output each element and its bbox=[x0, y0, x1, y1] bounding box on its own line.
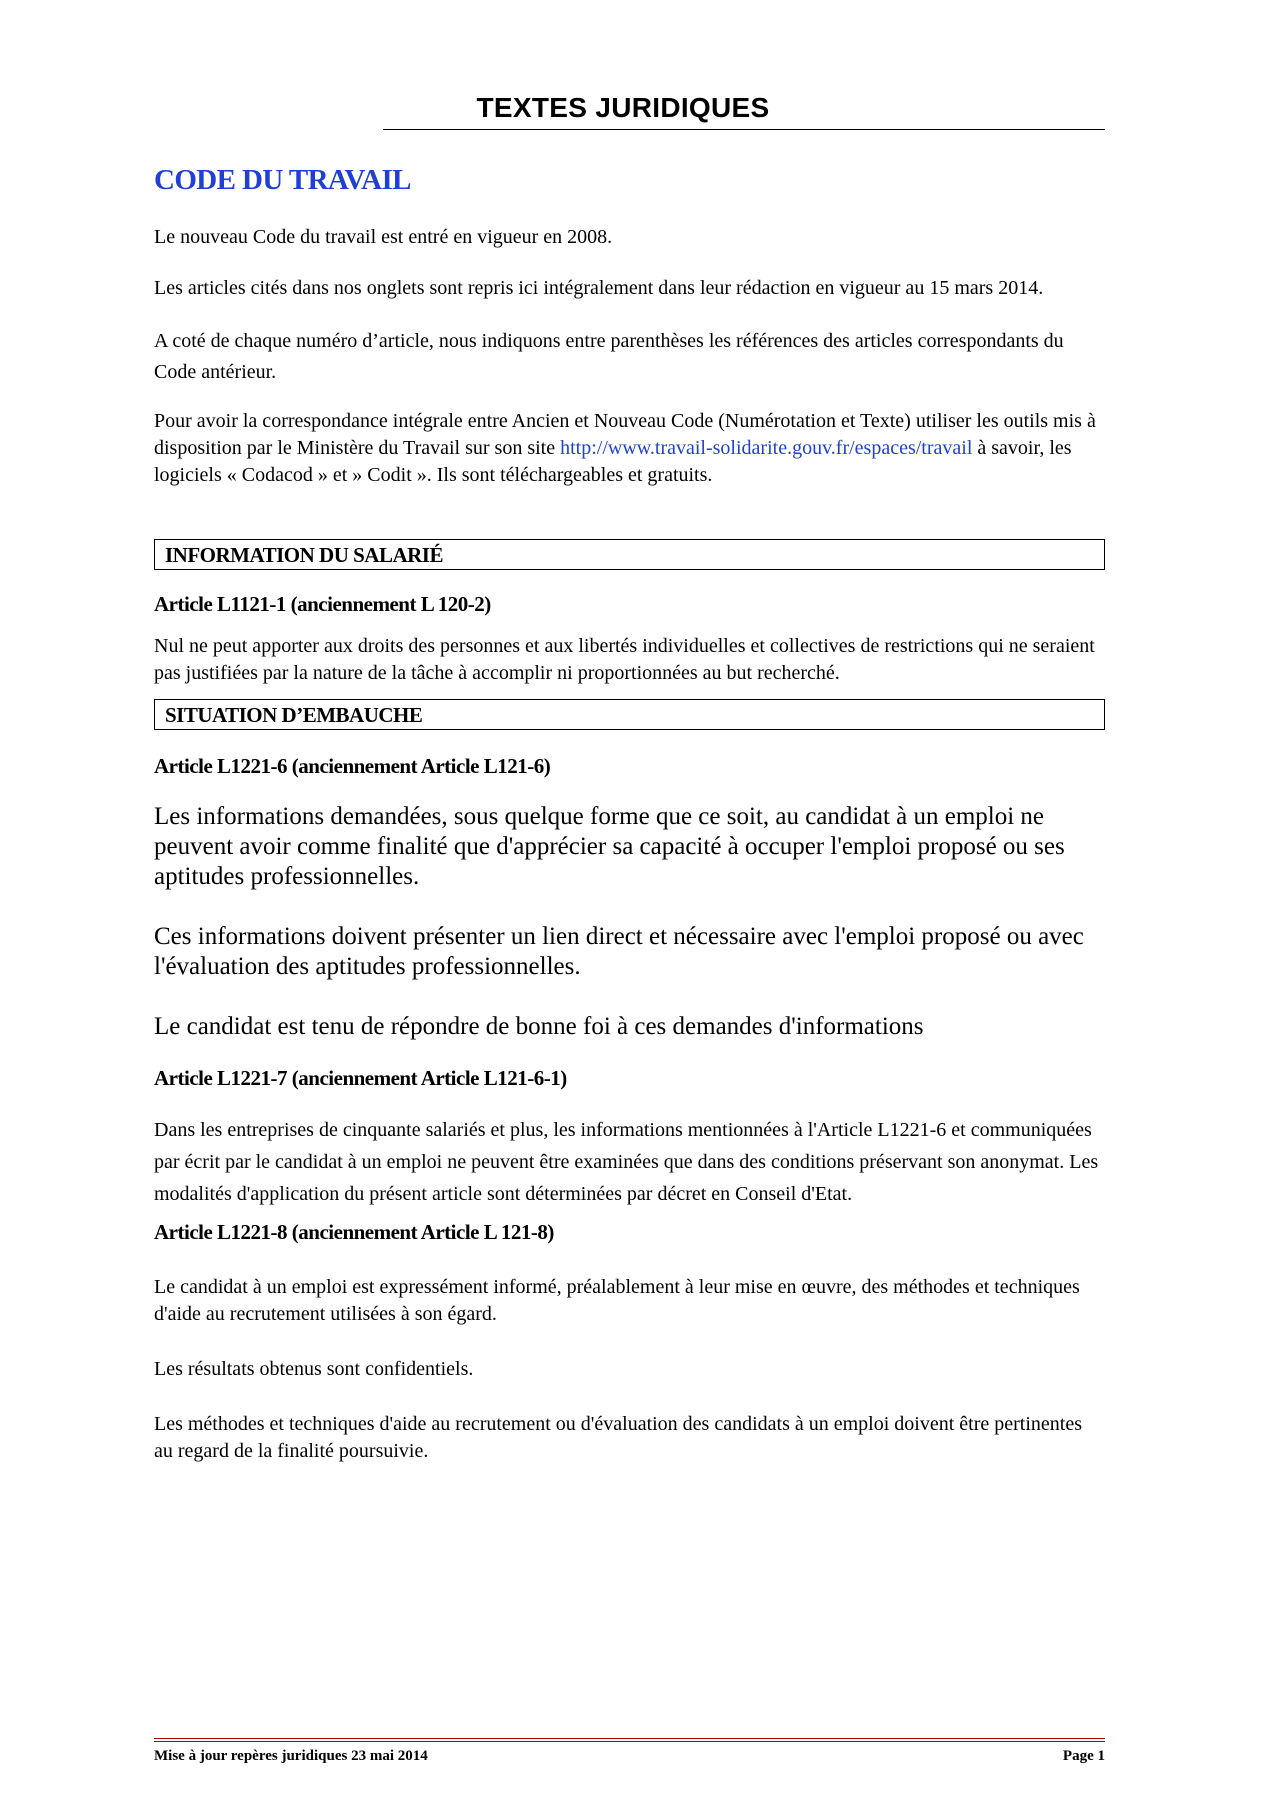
article-title-l1221-6: Article L1221-6 (anciennement Article L121-6) bbox=[154, 754, 551, 778]
intro-paragraph-4-text-end: à savoir, les logiciels « Codacod » et » Codit ». Ils sont téléchargeables et gratuits. bbox=[154, 437, 1072, 486]
intro-paragraph-1: Le nouveau Code du travail est entré en vigueur en 2008. bbox=[154, 226, 613, 248]
article-title-l1221-8: Article L1221-8 (anciennement Article L 121-8) bbox=[154, 1220, 554, 1244]
ministry-site-link[interactable]: http://www.travail-solidarite.gouv.fr/espaces/travail bbox=[560, 437, 973, 459]
article-l1221-6-paragraph-1: Les informations demandées, sous quelque forme que ce soit, au candidat à un emploi ne peuvent avoir comme finalité que d'apprécier sa capacité à occuper l'emploi proposé ou ses aptitudes professionnelles. bbox=[154, 803, 1065, 890]
footer-page-number: Page 1 bbox=[1062, 1748, 1105, 1764]
header-title: TEXTES JURIDIQUES bbox=[476, 92, 770, 123]
footer-rule-top bbox=[154, 1738, 1105, 1739]
article-title-l1221-7: Article L1221-7 (anciennement Article L121-6-1) bbox=[154, 1066, 567, 1090]
article-l1221-8-paragraph-2: Les résultats obtenus sont confidentiels. bbox=[154, 1358, 474, 1380]
intro-paragraph-4 bbox=[154, 408, 1105, 489]
intro-paragraph-4-text: Pour avoir la correspondance intégrale entre Ancien et Nouveau Code (Numérotation et Texte) utiliser les outils mis à disposition par le Ministère du Travail sur son site bbox=[154, 410, 1096, 459]
article-l1221-7-text: Dans les entreprises de cinquante salariés et plus, les informations mentionnées à l'Article L1221-6 et communiquées par écrit par le candidat à un emploi ne peuvent être examinées que dans des conditions préservant son anonymat. Les modalités d'application du présent article sont déterminées par décret en Conseil d'Etat. bbox=[154, 1119, 1099, 1205]
article-title-l1121-1: Article L1121-1 (anciennement L 120-2) bbox=[154, 592, 491, 616]
article-l1221-6-paragraph-2: Ces informations doivent présenter un lien direct et nécessaire avec l'emploi proposé ou avec l'évaluation des aptitudes professionnelles. bbox=[154, 923, 1084, 980]
article-l1221-6-paragraph-3: Le candidat est tenu de répondre de bonne foi à ces demandes d'informations bbox=[154, 1013, 924, 1040]
main-title: CODE DU TRAVAIL bbox=[154, 164, 411, 196]
section-heading-information-salarie: INFORMATION DU SALARIÉ bbox=[154, 539, 1105, 570]
section-heading-situation-embauche: SITUATION D’EMBAUCHE bbox=[154, 699, 1105, 730]
footer-update-date: Mise à jour repères juridiques 23 mai 2014 bbox=[154, 1748, 428, 1764]
document-body bbox=[154, 160, 1105, 1465]
article-l1221-8-paragraph-3: Les méthodes et techniques d'aide au recrutement ou d'évaluation des candidats à un emploi doivent être pertinentes au regard de la finalité poursuivie. bbox=[154, 1413, 1082, 1462]
article-l1121-1-text: Nul ne peut apporter aux droits des personnes et aux libertés individuelles et collectives de restrictions qui ne seraient pas justifiées par la nature de la tâche à accomplir ni proportionnées au but recherché. bbox=[154, 635, 1095, 684]
article-l1221-8-paragraph-1: Le candidat à un emploi est expressément informé, préalablement à leur mise en œuvre, des méthodes et techniques d'aide au recrutement utilisées à son égard. bbox=[154, 1276, 1080, 1325]
intro-paragraph-2: Les articles cités dans nos onglets sont repris ici intégralement dans leur rédaction en vigueur au 15 mars 2014. bbox=[154, 277, 1044, 299]
footer-rule-bottom bbox=[154, 1741, 1105, 1742]
intro-paragraph-3: A coté de chaque numéro d’article, nous indiquons entre parenthèses les références des articles correspondants du Code antérieur. bbox=[154, 330, 1064, 383]
document-header bbox=[383, 88, 1105, 130]
